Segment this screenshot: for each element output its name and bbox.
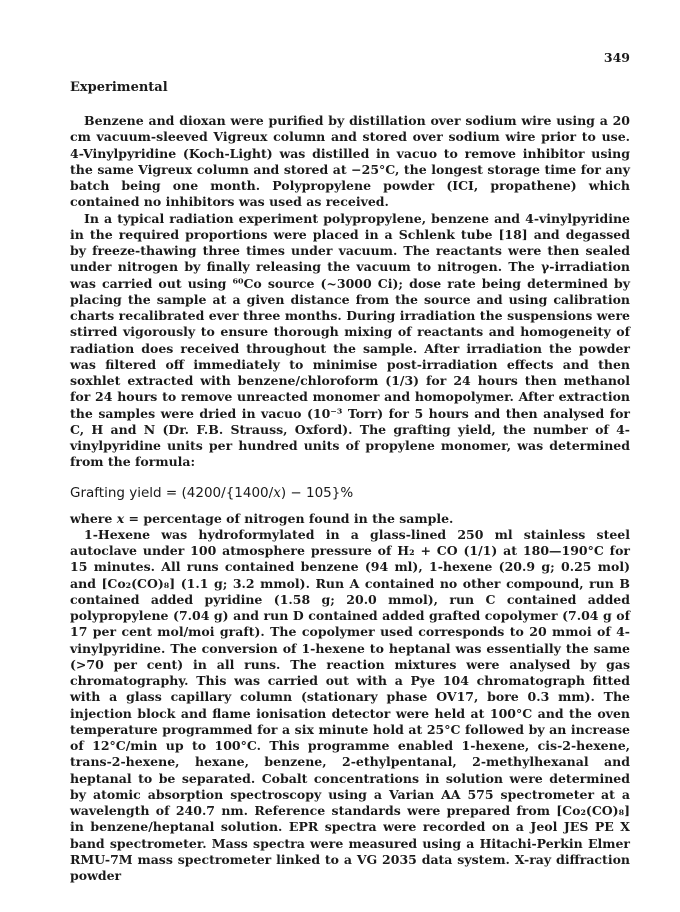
formula-suffix: ) − 105}% <box>280 484 354 501</box>
paragraph-radiation-procedure: In a typical radiation experiment polypropylene, benzene and 4-vinylpyridine in the required proportions were placed in a Schlenk tube [18] and degassed by freeze-thawing three times under vacuum. The reactants were then sealed under nitrogen by finally releasing the vacuum to nitrogen. The γ-irradiation was carried out using ⁶⁰Co source (~3000 Ci); dose rate being determined by placing the sample at a given distance from the source and using calibration charts recalibrated ever three months. During irradiation the suspensions were stirred vigorously to ensure thorough mixing of reactants and homogeneity of radiation does received throughout the sample. After irradiation the powder was filtered off immediately to minimise post-irradiation effects and then soxhlet extracted with benzene/chloroform (1/3) for 24 hours then methanol for 24 hours to remove unreacted monomer and homopolymer. After extraction the samples were dried in vacuo (10⁻³ Torr) for 5 hours and then analysed for C, H and N (Dr. F.B. Strauss, Oxford). The grafting yield, the number of 4-vinylpyridine units per hundred units of propylene monomer, was determined from the formula: <box>70 210 630 470</box>
article-body <box>70 80 630 884</box>
grafting-yield-formula <box>70 485 630 502</box>
formula-prefix: Grafting yield = (4200/{1400/ <box>70 484 274 501</box>
definition-rest: = percentage of nitrogen found in the sample. <box>124 510 454 526</box>
definition-variable: x <box>116 510 125 526</box>
formula-variable: x <box>273 484 281 501</box>
page-number: 349 <box>603 50 630 65</box>
variable-definition <box>70 511 630 527</box>
section-heading: Experimental <box>70 80 168 95</box>
paragraph-materials: Benzene and dioxan were purified by distillation over sodium wire using a 20 cm vacuum-sleeved Vigreux column and stored over sodium wire prior to use. 4-Vinylpyridine (Koch-Light) was distilled in vacuo to remove inhibitor using the same Vigreux column and stored at −25°C, the longest storage time for any batch being one month. Polypropylene powder (ICI, propathene) which contained no inhibitors was used as received. <box>70 113 630 210</box>
definition-lead: where <box>70 510 117 526</box>
paragraph-hydroformylation: 1-Hexene was hydroformylated in a glass-lined 250 ml stainless steel autoclave under 100 atmosphere pressure of H₂ + CO (1/1) at 180—190°C for 15 minutes. All runs contained benzene (94 ml), 1-hexene (20.9 g; 0.25 mol) and [Co₂(CO)₈] (1.1 g; 3.2 mmol). Run A contained no other compound, run B contained added pyridine (1.58 g; 20.0 mmol), run C contained added polypropylene (7.04 g) and run D contained added grafted copolymer (7.04 g of 17 per cent mol/moi graft). The copolymer used corresponds to 20 mmoi of 4-vinylpyridine. The conversion of 1-hexene to heptanal was essentially the same (>70 per cent) in all runs. The reaction mixtures were analysed by gas chromatography. This was carried out with a Pye 104 chromatograph fitted with a glass capillary column (stationary phase OV17, bore 0.3 mm). The injection block and flame ionisation detector were held at 100°C and the oven temperature programmed for a six minute hold at 25°C followed by an increase of 12°C/min up to 100°C. This programme enabled 1-hexene, cis-2-hexene, trans-2-hexene, hexane, benzene, 2-ethylpentanal, 2-methylhexanal and heptanal to be separated. Cobalt concentrations in solution were determined by atomic absorption spectroscopy using a Varian AA 575 spectrometer at a wavelength of 240.7 nm. Reference standards were prepared from [Co₂(CO)₈] in benzene/heptanal solution. EPR spectra were recorded on a Jeol JES PE X band spectrometer. Mass spectra were measured using a Hitachi-Perkin Elmer RMU-7M mass spectrometer linked to a VG 2035 data system. X-ray diffraction powder <box>70 526 630 883</box>
